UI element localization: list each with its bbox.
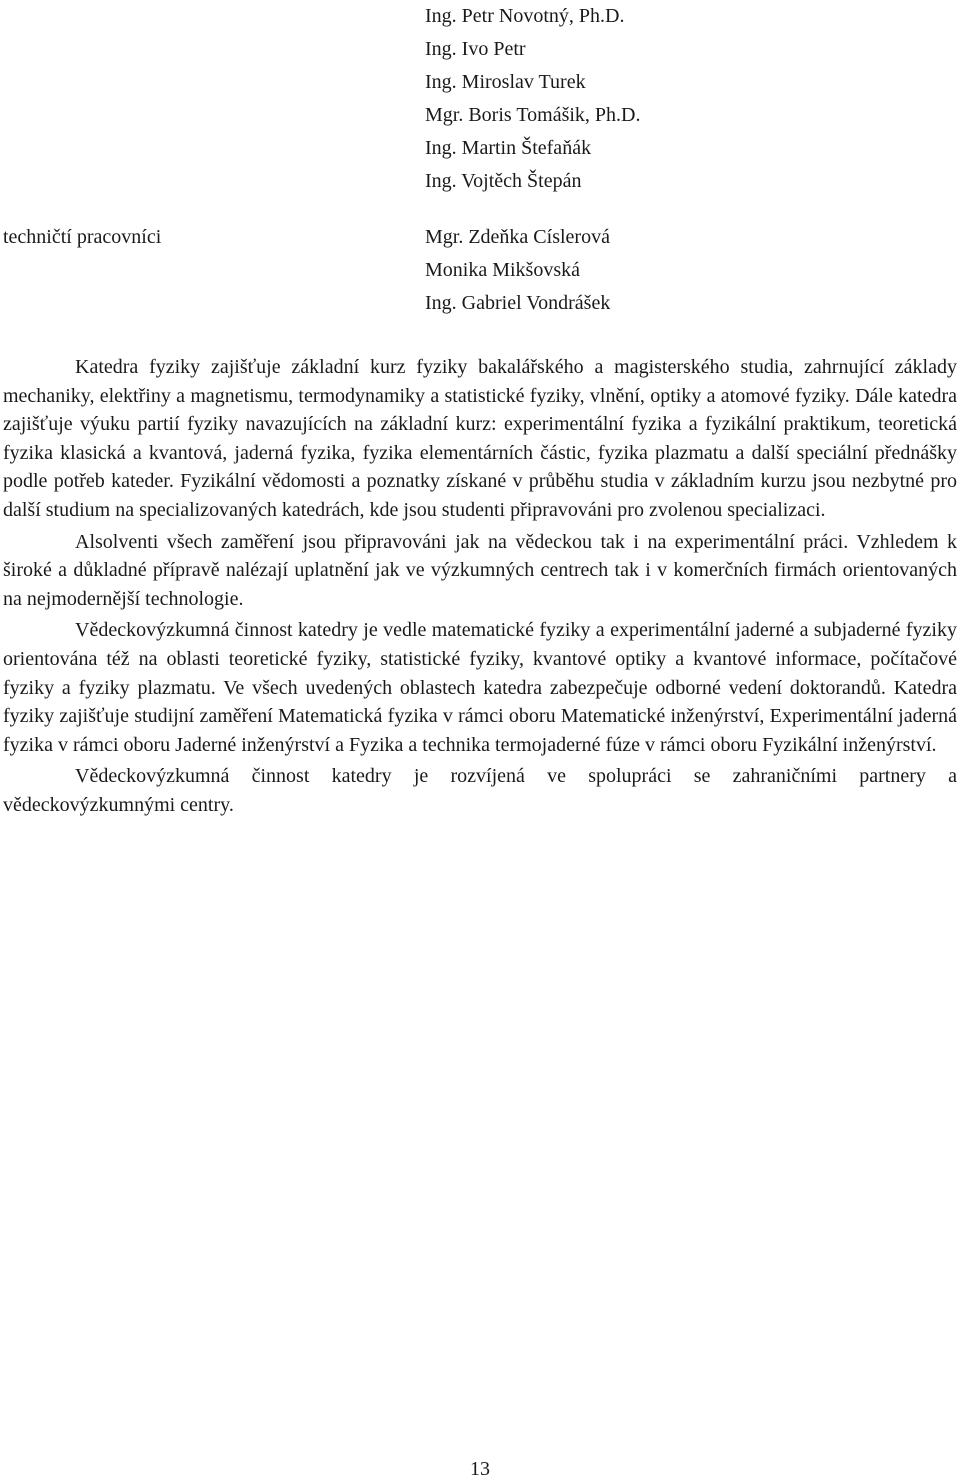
page-number: 13 — [470, 1458, 490, 1480]
paragraph-research: Vědeckovýzkumná činnost katedry je vedle matematické fyziky a experimentální jaderné a subjaderné fyziky orientována též na oblasti teoretické fyziky, statistické fyziky, kvantové optiky a kvantové informace, počítačové fyziky a fyziky plazmatu. Ve všech uvedených oblastech katedra zabezpečuje odborné vedení doktorandů. Katedra fyziky zajišťuje studijní zaměření Matematická fyzika v rámci oboru Matematické inženýrství, Experimentální jaderná fyzika v rámci oboru Jaderné inženýrství a Fyzika a technika termojaderné fúze v rámci oboru Fyzikální inženýrství. — [3, 619, 957, 756]
staff-name: Ing. Ivo Petr — [425, 38, 526, 60]
paragraph-curriculum: Katedra fyziky zajišťuje základní kurz fyziky bakalářského a magisterského studia, zahrnující základy mechaniky, elektřiny a magnetismu, termodynamiky a statistické fyziky, vlnění, optiky a atomové fyziky. Dále katedra zajišťuje výuku partií fyziky navazujících na základní kurz: experimentální fyzika a fyzikální praktikum, teoretická fyzika klasická a kvantová, jaderná fyzika, fyzika elementárních částic, fyzika plazmatu a další speciální přednášky podle potřeb kateder. Fyzikální vědomosti a poznatky získané v průběhu studia v základním kurzu jsou nezbytné pro další studium na specializovaných katedrách, kde jsou studenti připravováni pro zvolenou specializaci. — [3, 356, 957, 521]
technical-staff-label: techničtí pracovníci — [3, 226, 162, 248]
technical-staff-name: Mgr. Zdeňka Císlerová — [425, 226, 610, 248]
staff-name-list — [425, 0, 945, 198]
technical-staff-list — [425, 221, 945, 320]
paragraph-cooperation: Vědeckovýzkumná činnost katedry je rozvíjená ve spolupráci se zahraničními partnery a vědeckovýzkumnými centry. — [3, 765, 957, 816]
paragraph-graduates: Alsolventi všech zaměření jsou připravováni jak na vědeckou tak i na experimentální práci. Vzhledem k široké a důkladné přípravě nalézají uplatnění jak ve výzkumných centrech tak i v komerčních firmách orientovaných na nejmodernější technologie. — [3, 530, 957, 610]
staff-name: Mgr. Boris Tomášik, Ph.D. — [425, 104, 641, 126]
technical-staff-name: Ing. Gabriel Vondrášek — [425, 292, 611, 314]
staff-name: Ing. Miroslav Turek — [425, 71, 586, 93]
staff-name: Ing. Martin Štefaňák — [425, 137, 592, 159]
staff-name: Ing. Vojtěch Štepán — [425, 170, 582, 192]
staff-name: Ing. Petr Novotný, Ph.D. — [425, 5, 625, 27]
technical-staff-name: Monika Mikšovská — [425, 259, 580, 281]
department-description — [3, 353, 957, 820]
